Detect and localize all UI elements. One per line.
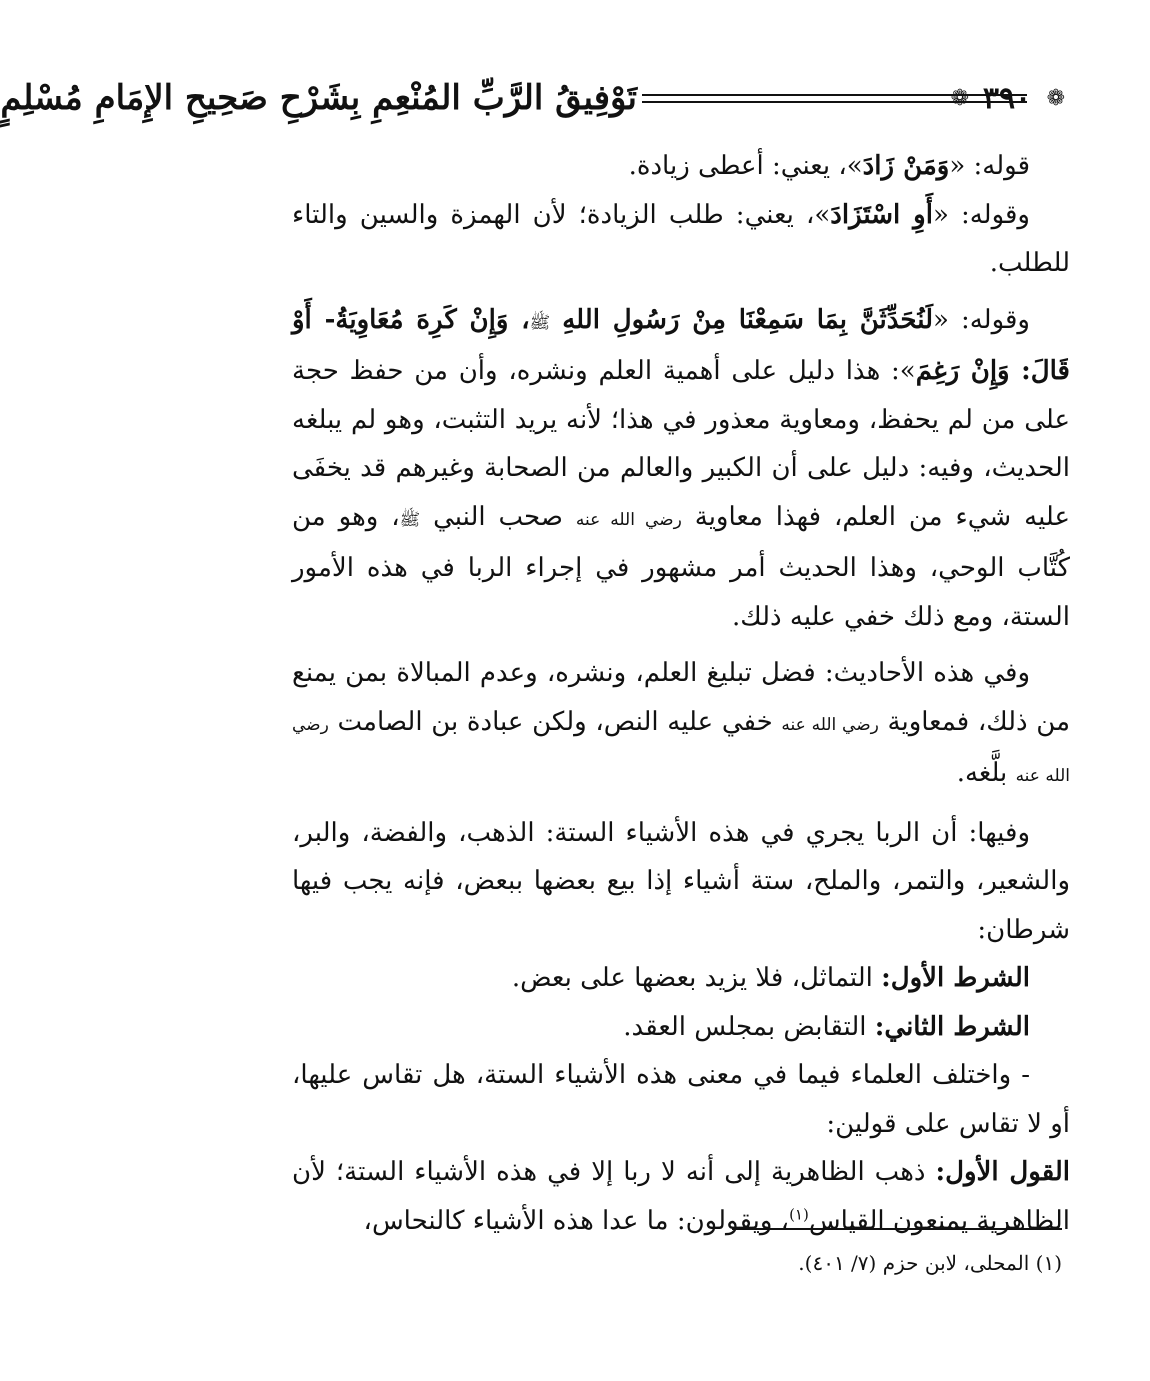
text: ذهب الظاهرية إلى أنه لا ربا إلا في هذه الأشياء الستة؛ لأن الظاهرية يمنعون القياس [292,1157,1070,1236]
text: وفي هذه الأحاديث: فضل تبليغ العلم، ونشره، وعدم المبالاة بمن يمنع من ذلك، فمعاوية [292,658,1071,737]
text: ، وهو من كُتَّاب الوحي، وهذا الحديث أمر مشهور في إجراء الربا في هذه الأمور الستة، ومع ذلك خفي عليه ذلك. [292,501,1070,632]
page-number: ٣٩٠ [982,81,1032,116]
page-header [0,60,1067,130]
text: »، يعني: أعطى زيادة. [628,151,863,181]
honorific: ﷺ [529,312,551,333]
honorific: رضي الله عنه [575,509,682,530]
text: التقابض بمجلس العقد. [623,1011,875,1042]
paragraph [292,142,1070,191]
text: التماثل، فلا يزيد بعضها على بعض. [511,963,882,993]
term-label: الشرط الأول: [881,963,1030,993]
paragraph [292,649,1070,801]
text: قوله: « [949,151,1030,181]
honorific: ﷺ [399,509,421,530]
book-title: تَوْفِيقُ الرَّبِّ المُنْعِمِ بِشَرْحِ صَحِيحِ الإِمَامِ مُسْلِمٍ [0,78,637,118]
footnote: (١) المحلى، لابن حزم (٧/ ٤٠١). [798,1251,1062,1275]
ornament-icon: ❁ [950,86,969,111]
term-label: القول الأول: [935,1157,1070,1187]
term-label: الشرط الثاني: [874,1011,1030,1042]
text: بلَّغه. [956,758,1008,788]
paragraph: - واختلف العلماء فيما في معنى هذه الأشياء الستة، هل تقاس عليها، أو لا تقاس على قولين: [292,1060,1070,1139]
footnote-ref[interactable]: (١) [789,1204,809,1223]
hadith-quote: لَنُحَدِّثَنَّ بِمَا سَمِعْنَا مِنْ رَسُولِ اللهِ [562,304,933,335]
paragraph [292,191,1070,288]
hadith-quote: ، وَإِنْ كَرِهَ مُعَاوِيَةُ- أَوْ قَالَ: وَإِنْ رَغِمَ [292,304,1070,386]
text: ، ويقولون: ما عدا هذه الأشياء كالنحاس، [363,1205,790,1236]
footnote-rule [732,1228,1062,1230]
paragraph [292,1148,1070,1245]
text: صحب النبي [433,501,563,532]
text: خفي عليه النص، ولكن عبادة بن الصامت [337,706,773,737]
ornament-icon: ❁ [1046,86,1065,111]
header-rule [642,94,1027,96]
paragraph: وفيها: أن الربا يجري في هذه الأشياء الستة: الذهب، والفضة، والبر، والشعير، والتمر، والملح، ستة أشياء إذا بيع بعضها ببعض، فإنه يجب فيها شرطان: [292,817,1070,945]
hadith-quote: أَوِ اسْتَزَادَ [830,199,933,230]
page-body [292,142,1070,1245]
header-rule [642,101,1027,103]
paragraph [292,296,1070,642]
honorific: رضي الله عنه [292,714,1070,786]
text: وقوله: « [933,304,1030,335]
text: »، يعني: طلب الزيادة؛ لأن الهمزة والسين والتاء للطلب. [292,199,1070,278]
text: »: هذا دليل على أهمية العلم ونشره، وأن من حفظ حجة على من لم يحفظ، ومعاوية معذور في هذا؛ لأنه يريد التثبت، وهو لم يبلغه الحديث، وفيه: دليل على أن الكبير والعالم من الصحابة وغيرهم قد يخفَى عليه شيء من العلم، فهذا معاوية [292,356,1071,532]
honorific: رضي الله عنه [781,714,879,735]
paragraph [292,954,1070,1003]
text: وقوله: « [932,199,1030,230]
hadith-quote: وَمَنْ زَادَ [862,151,950,181]
paragraph [292,1003,1070,1052]
